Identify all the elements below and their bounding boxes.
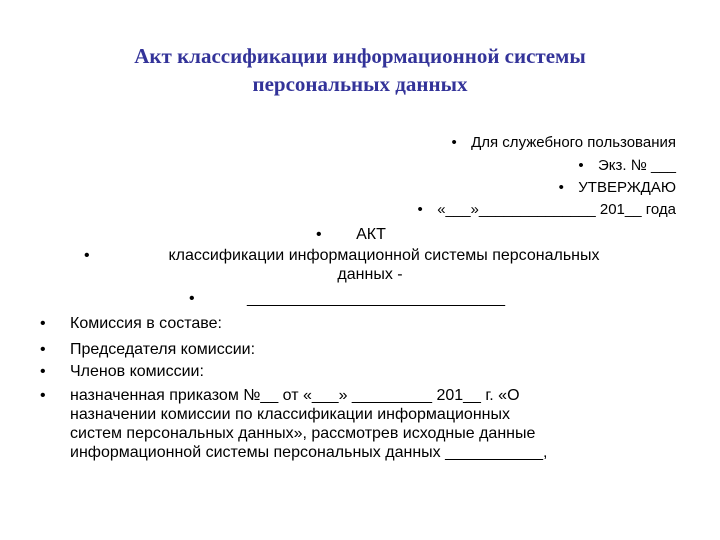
bullet-icon: • [40, 315, 46, 332]
order-paragraph-line-3: систем персональных данных», рассмотрев исходные данные [70, 425, 536, 442]
approve-text: УТВЕРЖДАЮ [578, 179, 676, 196]
members-text: Членов комиссии: [70, 363, 204, 380]
document-title [40, 42, 680, 98]
bullet-icon: • [451, 134, 457, 151]
act-blank-field: _____________________________ [246, 290, 506, 307]
bullet-icon: • [558, 179, 564, 196]
document-title-line-2: персональных данных [252, 72, 468, 96]
act-heading-line [316, 225, 400, 244]
document-title-line-1: Акт классификации информационной системы [134, 44, 586, 68]
bullet-icon: • [84, 247, 90, 264]
bullet-icon: • [40, 363, 46, 380]
classification-line [451, 134, 676, 152]
act-subtitle-line-1: классификации информационной системы персональных [168, 247, 600, 264]
act-blank-line [185, 289, 545, 308]
approve-line [558, 179, 676, 197]
bullet-icon: • [189, 290, 195, 307]
act-subtitle-line-2: данных - [337, 266, 403, 283]
copy-number-line [578, 157, 676, 175]
order-paragraph [40, 386, 680, 462]
bullet-icon: • [417, 201, 423, 218]
copy-number-text: Экз. № ___ [597, 157, 676, 174]
order-paragraph-line-4: информационной системы персональных данных ___________, [70, 444, 548, 461]
bullet-icon: • [40, 387, 46, 404]
bullet-icon: • [578, 157, 584, 174]
commission-composition-text: Комиссия в составе: [70, 315, 222, 332]
bullet-icon: • [316, 226, 322, 243]
act-subtitle [80, 246, 660, 284]
bullet-icon: • [40, 341, 46, 358]
order-paragraph-line-2: назначении комиссии по классификации информационных [70, 406, 510, 423]
approval-date-text: «___»______________ 201__ года [437, 201, 676, 218]
classification-text: Для служебного пользования [471, 134, 676, 151]
commission-composition-line [40, 314, 680, 333]
members-line [40, 362, 680, 381]
order-paragraph-line-1: назначенная приказом №__ от «___» _________ 201__ г. «О [70, 387, 520, 404]
approval-date-line [417, 201, 676, 219]
chairman-line [40, 340, 680, 359]
chairman-text: Председателя комиссии: [70, 341, 256, 358]
act-heading: АКТ [356, 226, 386, 243]
